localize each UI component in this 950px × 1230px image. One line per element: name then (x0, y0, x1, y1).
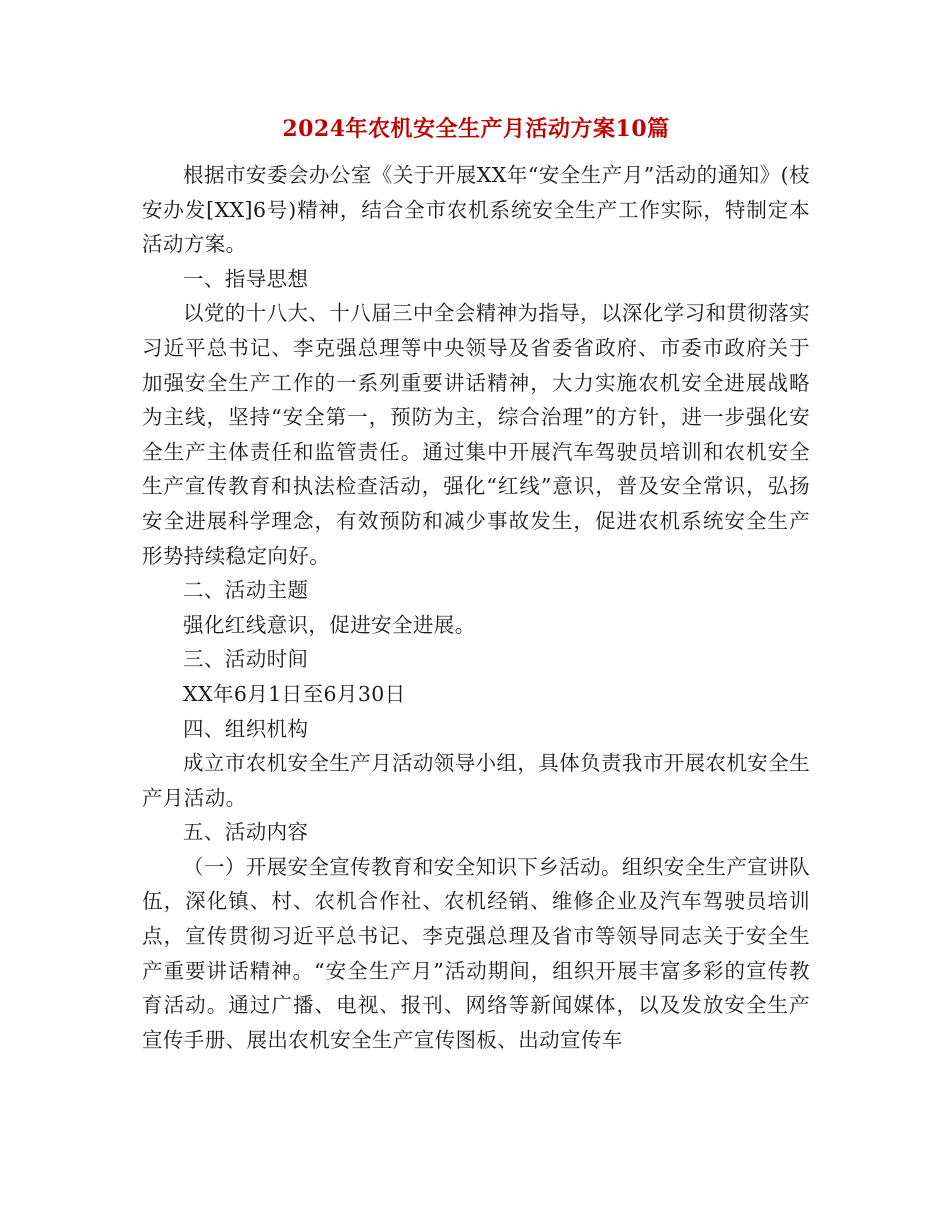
organization-paragraph: 成立市农机安全生产月活动领导小组，具体负责我市开展农机安全生产月活动。 (142, 751, 810, 810)
section-heading-guiding-ideology: 一、指导思想 (183, 266, 309, 291)
activity-time-paragraph: XX年6月1日至6月30日 (183, 681, 406, 706)
guiding-ideology-paragraph: 以党的十八大、十八届三中全会精神为指导，以深化学习和贯彻落实习近平总书记、李克强总理等中央领导及省委省政府、市委市政府关于加强安全生产工作的一系列重要讲话精神，大力实施农机安全进展战略为主线，坚持“安全第一，预防为主，综合治理”的方针，进一步强化安全生产主体责任和监管责任。通过集中开展汽车驾驶员培训和农机安全生产宣传教育和执法检查活动，强化“红线”意识，普及安全常识，弘扬安全进展科学理念，有效预防和减少事故发生，促进农机系统安全生产形势持续稳定向好。 (142, 301, 810, 568)
section-heading-organization: 四、组织机构 (183, 716, 309, 741)
section-heading-activity-time: 三、活动时间 (183, 647, 309, 672)
activity-theme-paragraph: 强化红线意识，促进安全进展。 (183, 612, 476, 637)
section-heading-activity-theme: 二、活动主题 (183, 578, 309, 603)
activity-content-paragraph: （一）开展安全宣传教育和安全知识下乡活动。组织安全生产宣讲队伍，深化镇、村、农机合作社、农机经销、维修企业及汽车驾驶员培训点，宣传贯彻习近平总书记、李克强总理及省市等领导同志关于安全生产重要讲话精神。“安全生产月”活动期间，组织开展丰富多彩的宣传教育活动。通过广播、电视、报刊、网络等新闻媒体，以及发放安全生产宣传手册、展出农机安全生产宣传图板、出动宣传车 (142, 854, 810, 1052)
intro-paragraph: 根据市安委会办公室《关于开展XX年“安全生产月”活动的通知》(枝安办发[XX]6号)精神，结合全市农机系统安全生产工作实际，特制定本活动方案。 (142, 163, 810, 257)
section-heading-activity-content: 五、活动内容 (183, 820, 309, 845)
document-title: 2024年农机安全生产月活动方案10篇 (282, 116, 670, 142)
